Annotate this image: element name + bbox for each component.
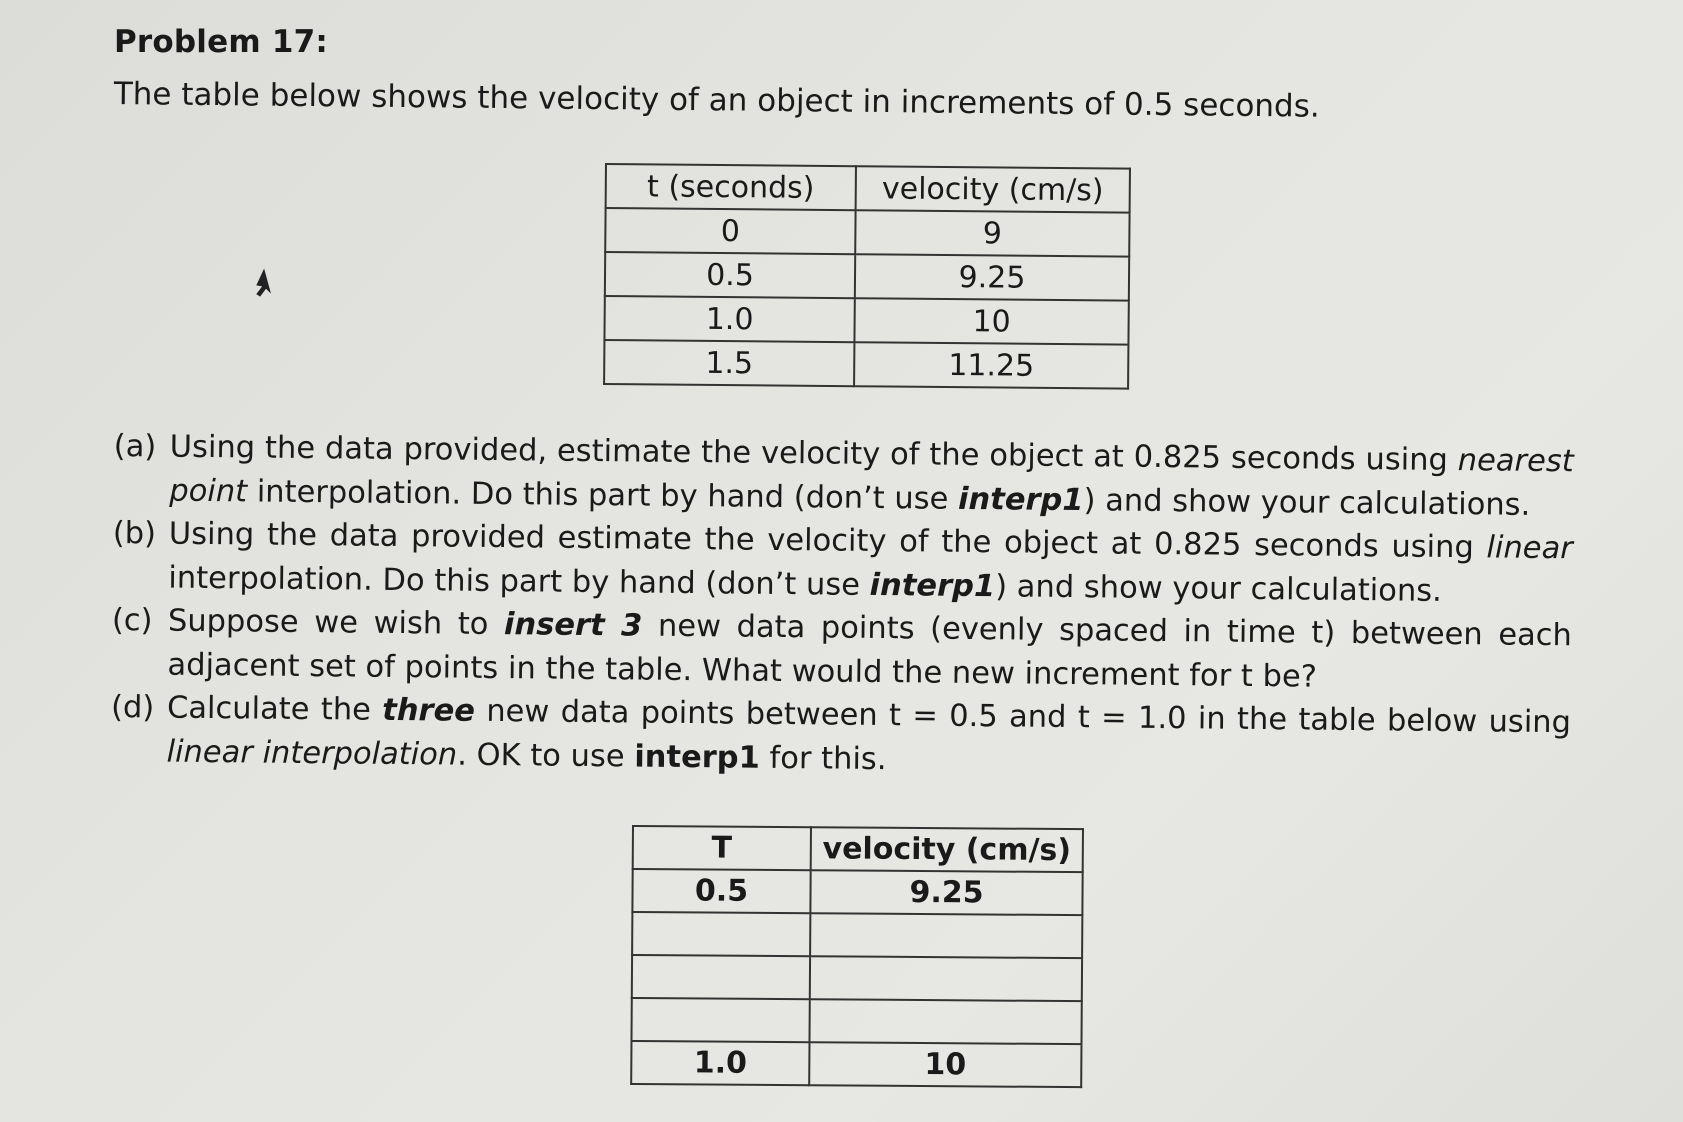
velocity-cell — [810, 956, 1082, 1001]
column-header-time: T — [633, 826, 811, 870]
question-text: Calculate the three new data points between t = 0.5 and t = 1.0 in the table below using linear interpolation. OK to use interp1 for this. — [166, 690, 1572, 777]
mouse-pointer-icon — [252, 266, 282, 300]
velocity-table — [603, 163, 1131, 390]
column-header-time: t (seconds) — [606, 164, 856, 210]
question-a — [113, 425, 1574, 527]
table-row — [605, 208, 1129, 257]
interpolation-table — [630, 825, 1084, 1088]
column-header-velocity: velocity (cm/s) — [856, 166, 1130, 212]
table-row — [632, 869, 1082, 915]
table-header-row — [633, 826, 1083, 872]
table-row — [605, 252, 1129, 301]
time-cell: 0 — [605, 208, 855, 254]
question-label: (a) — [113, 428, 157, 465]
problem-intro: The table below shows the velocity of an object in increments of 0.5 seconds. — [113, 76, 1320, 125]
velocity-cell: 10 — [809, 1042, 1081, 1087]
velocity-cell: 9 — [855, 210, 1129, 256]
problem-title: Problem 17: — [114, 24, 328, 60]
table-row — [632, 912, 1082, 958]
velocity-cell: 9.25 — [810, 870, 1082, 915]
time-cell — [632, 955, 810, 999]
table-row — [631, 1041, 1081, 1087]
question-label: (c) — [111, 602, 153, 639]
table-row — [604, 296, 1128, 345]
question-c — [111, 599, 1572, 701]
table-row — [604, 340, 1128, 389]
time-cell: 1.0 — [604, 296, 854, 342]
question-list — [110, 425, 1574, 788]
table-row — [632, 955, 1082, 1001]
question-b — [112, 512, 1573, 614]
table-row — [631, 998, 1081, 1044]
question-d — [110, 686, 1571, 788]
velocity-cell: 10 — [854, 298, 1128, 344]
question-label: (d) — [110, 689, 155, 726]
time-cell: 1.0 — [631, 1041, 809, 1085]
question-text: Using the data provided, estimate the velocity of the object at 0.825 seconds using nearest point interpolation. Do this part by hand (don’t use interp1) and show your calculations. — [169, 429, 1574, 523]
time-cell: 1.5 — [604, 340, 854, 386]
time-cell: 0.5 — [605, 252, 855, 298]
velocity-cell — [809, 999, 1081, 1044]
column-header-velocity: velocity (cm/s) — [811, 827, 1083, 872]
velocity-cell — [810, 913, 1082, 958]
table-header-row — [606, 164, 1130, 213]
question-text: Suppose we wish to insert 3 new data points (evenly spaced in time t) between each adjacent set of points in the table. What would the new increment for t be? — [167, 603, 1573, 695]
velocity-cell: 11.25 — [854, 342, 1128, 388]
time-cell: 0.5 — [632, 869, 810, 913]
time-cell — [632, 912, 810, 956]
question-text: Using the data provided estimate the velocity of the object at 0.825 seconds using linear interpolation. Do this part by hand (don’t use interp1) and show your calculations. — [168, 516, 1573, 609]
time-cell — [631, 998, 809, 1042]
velocity-cell: 9.25 — [855, 254, 1129, 300]
question-label: (b) — [112, 515, 157, 552]
